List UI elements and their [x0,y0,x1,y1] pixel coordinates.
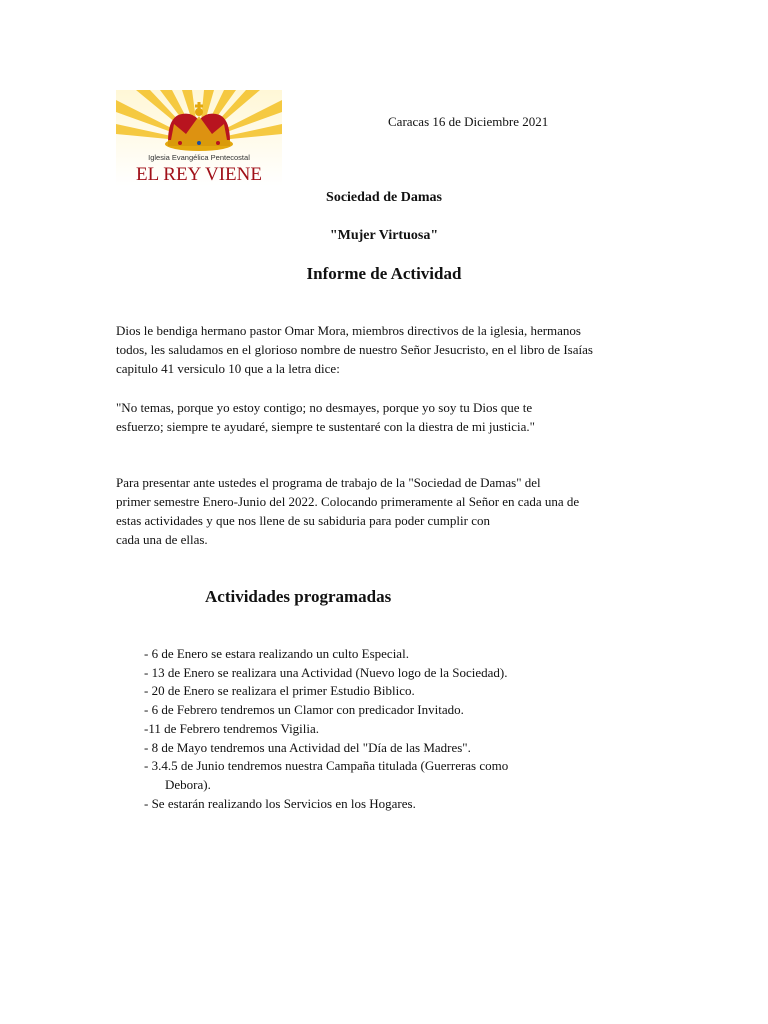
intro-line: estas actividades y que nos llene de su sabiduria para poder cumplir con [116,513,490,528]
activities-list [144,645,508,813]
society-name: Sociedad de Damas [326,190,442,205]
logo-name: EL REY VIENE [136,164,262,185]
intro-paragraph [116,473,579,549]
intro-line: cada una de ellas. [116,532,208,547]
list-item: -11 de Febrero tendremos Vigilia. [144,720,320,736]
intro-line: Para presentar ante ustedes el programa de trabajo de la "Sociedad de Damas" del [116,475,541,490]
list-item: - 8 de Mayo tendremos una Actividad del "Día de las Madres". [144,739,471,755]
list-item: - 6 de Febrero tendremos un Clamor con predicador Invitado. [144,702,464,718]
list-item-continuation: Debora). [165,776,211,792]
verse-line: esfuerzo; siempre te ayudaré, siempre te sustentaré con la diestra de mi justicia." [116,419,535,434]
activities-heading: Actividades programadas [205,587,392,606]
greeting-line: todos, les saludamos en el glorioso nombre de nuestro Señor Jesucristo, en el libro de Isaías [116,342,593,357]
bible-verse [116,398,535,436]
society-motto: "Mujer Virtuosa" [329,228,439,243]
list-item: - 6 de Enero se estara realizando un culto Especial. [144,646,409,661]
crown-rays-icon [116,90,282,186]
report-title: Informe de Actividad [306,264,462,283]
greeting-line: Dios le bendiga hermano pastor Omar Mora, miembros directivos de la iglesia, hermanos [116,323,581,338]
greeting-line: capitulo 41 versiculo 10 que a la letra dice: [116,361,340,376]
greeting-paragraph [116,321,593,378]
church-logo [116,90,282,186]
list-item: - 20 de Enero se realizara el primer Estudio Biblico. [144,683,415,699]
list-item: - 13 de Enero se realizara una Actividad (Nuevo logo de la Sociedad). [144,664,508,680]
logo-subtitle: Iglesia Evangélica Pentecostal [148,153,250,162]
intro-line: primer semestre Enero-Junio del 2022. Colocando primeramente al Señor en cada una de [116,494,580,509]
list-item: - Se estarán realizando los Servicios en los Hogares. [144,795,416,811]
verse-line: "No temas, porque yo estoy contigo; no desmayes, porque yo soy tu Dios que te [116,400,533,415]
list-item: - 3.4.5 de Junio tendremos nuestra Campaña titulada (Guerreras como [144,758,509,774]
letter-date: Caracas 16 de Diciembre 2021 [388,114,549,129]
